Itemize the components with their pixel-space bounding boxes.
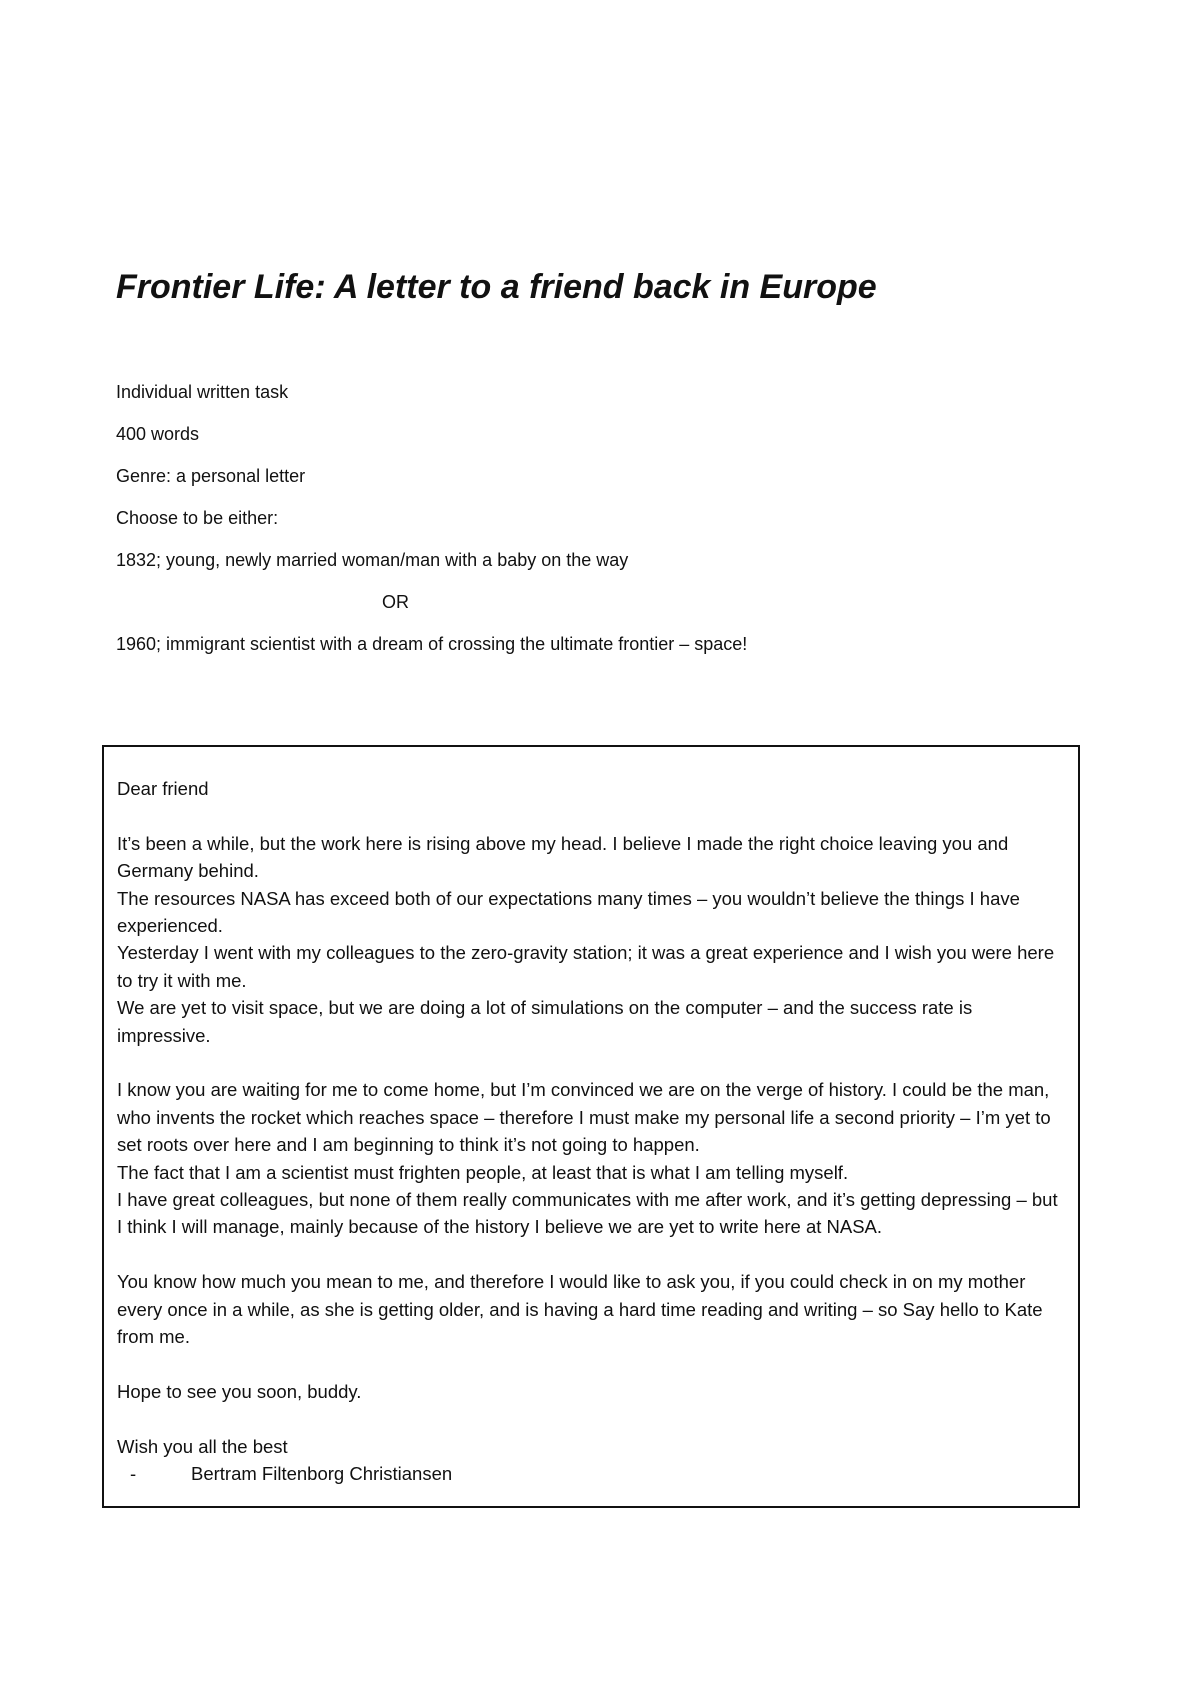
assignment-option-2: 1960; immigrant scientist with a dream of crossing the ultimate frontier – space! (116, 634, 748, 654)
letter-line: The resources NASA has exceed both of our expectations many times – you wouldn’t believe the things I have experienced. (117, 887, 1020, 937)
letter-line: We are yet to visit space, but we are doing a lot of simulations on the computer – and the success rate is impressive. (117, 997, 973, 1046)
assignment-or: OR (382, 592, 409, 612)
letter-sign-off: Wish you all the best (117, 1435, 288, 1457)
letter-greeting: Dear friend (117, 778, 209, 799)
letter-box (102, 745, 1080, 1508)
letter-closing: Hope to see you soon, buddy. (117, 1380, 362, 1402)
paragraph-gap (117, 1049, 1062, 1076)
signature-name: Bertram Filtenborg Christiansen (191, 1463, 453, 1485)
letter-paragraph: You know how much you mean to me, and therefore I would like to ask you, if you could check in on my mother every once in a while, as she is getting older, and is having a hard time reading and writing – so Say hello to Kate from me. (117, 1271, 1043, 1348)
assignment-option-1: 1832; young, newly married woman/man with a baby on the way (116, 550, 629, 570)
letter-line: I know you are waiting for me to come home, but I’m convinced we are on the verge of history. I could be the man, who invents the rocket which reaches space – therefore I must make my personal life a second priority – I’m yet to set roots over here and I am beginning to think it’s not going to happen. (117, 1079, 1051, 1156)
paragraph-gap (117, 1350, 1062, 1377)
assignment-choose: Choose to be either: (116, 508, 279, 528)
assignment-word-count: 400 words (116, 424, 200, 444)
letter-line: The fact that I am a scientist must frighten people, at least that is what I am telling myself. (117, 1161, 849, 1183)
letter-body (117, 775, 1062, 1487)
document-title: Frontier Life: A letter to a friend back in Europe (116, 268, 877, 306)
letter-line: I have great colleagues, but none of them really communicates with me after work, and it’s getting depressing – but I think I will manage, mainly because of the history I believe we are yet to write here at NASA. (117, 1189, 1058, 1238)
paragraph-gap (117, 1241, 1062, 1268)
signature-dash: - (130, 1463, 137, 1485)
paragraph-gap (117, 1405, 1062, 1432)
assignment-type: Individual written task (116, 382, 289, 402)
letter-signature (117, 1460, 1062, 1487)
letter-line: It’s been a while, but the work here is rising above my head. I believe I made the right choice leaving you and Germany behind. (117, 832, 1009, 882)
assignment-genre: Genre: a personal letter (116, 466, 306, 486)
paragraph-gap (117, 802, 1062, 829)
letter-line: Yesterday I went with my colleagues to the zero-gravity station; it was a great experience and I wish you were here to try it with me. (117, 942, 1055, 991)
